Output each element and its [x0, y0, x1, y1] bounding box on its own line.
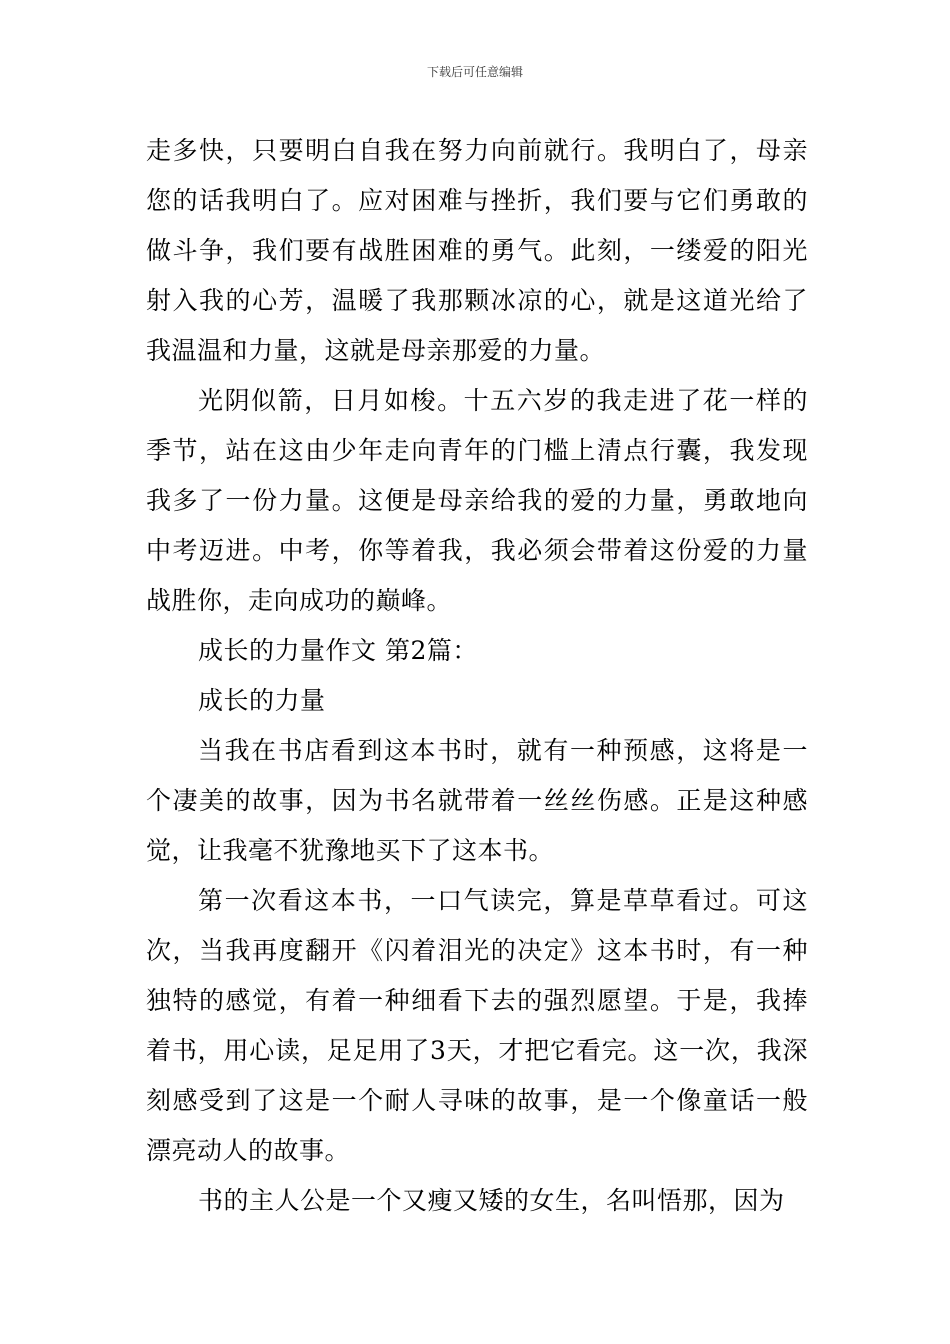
paragraph-7: 书的主人公是一个又瘦又矮的女生，名叫悟那，因为 — [198, 1186, 785, 1215]
paragraph-6: 第一次看这本书，一口气读完，算是草草看过。可这次，当我再度翻开《闪着泪光的决定》这本书时，有一种独特的感觉，有着一种细看下去的强烈愿望。于是，我捧着书，用心读，足足用了3天，才把它看完。这一次，我深刻感受到了这是一个耐人寻味的故事，是一个像童话一般漂亮动人的故事。 — [146, 886, 808, 1165]
paragraph-1: 走多快，只要明白自我在努力向前就行。我明白了，母亲您的话我明白了。应对困难与挫折，我们要与它们勇敢的做斗争，我们要有战胜困难的勇气。此刻，一缕爱的阳光射入我的心芳，温暖了我那颗冰凉的心，就是这道光给了我温温和力量，这就是母亲那爱的力量。 — [146, 136, 808, 365]
paragraph-5: 当我在书店看到这本书时，就有一种预感，这将是一个凄美的故事，因为书名就带着一丝丝伤感。正是这种感觉，让我毫不犹豫地买下了这本书。 — [146, 736, 808, 865]
essay-title: 成长的力量 — [198, 686, 326, 715]
page-header-note: 下载后可任意编辑 — [426, 65, 523, 79]
document-body — [146, 126, 808, 1226]
section-heading: 成长的力量作文 第2篇： — [198, 636, 478, 665]
paragraph-2: 光阴似箭，日月如梭。十五六岁的我走进了花一样的季节，站在这由少年走向青年的门槛上清点行囊，我发现我多了一份力量。这便是母亲给我的爱的力量，勇敢地向中考迈进。中考，你等着我，我必须会带着这份爱的力量战胜你，走向成功的巅峰。 — [146, 386, 808, 615]
